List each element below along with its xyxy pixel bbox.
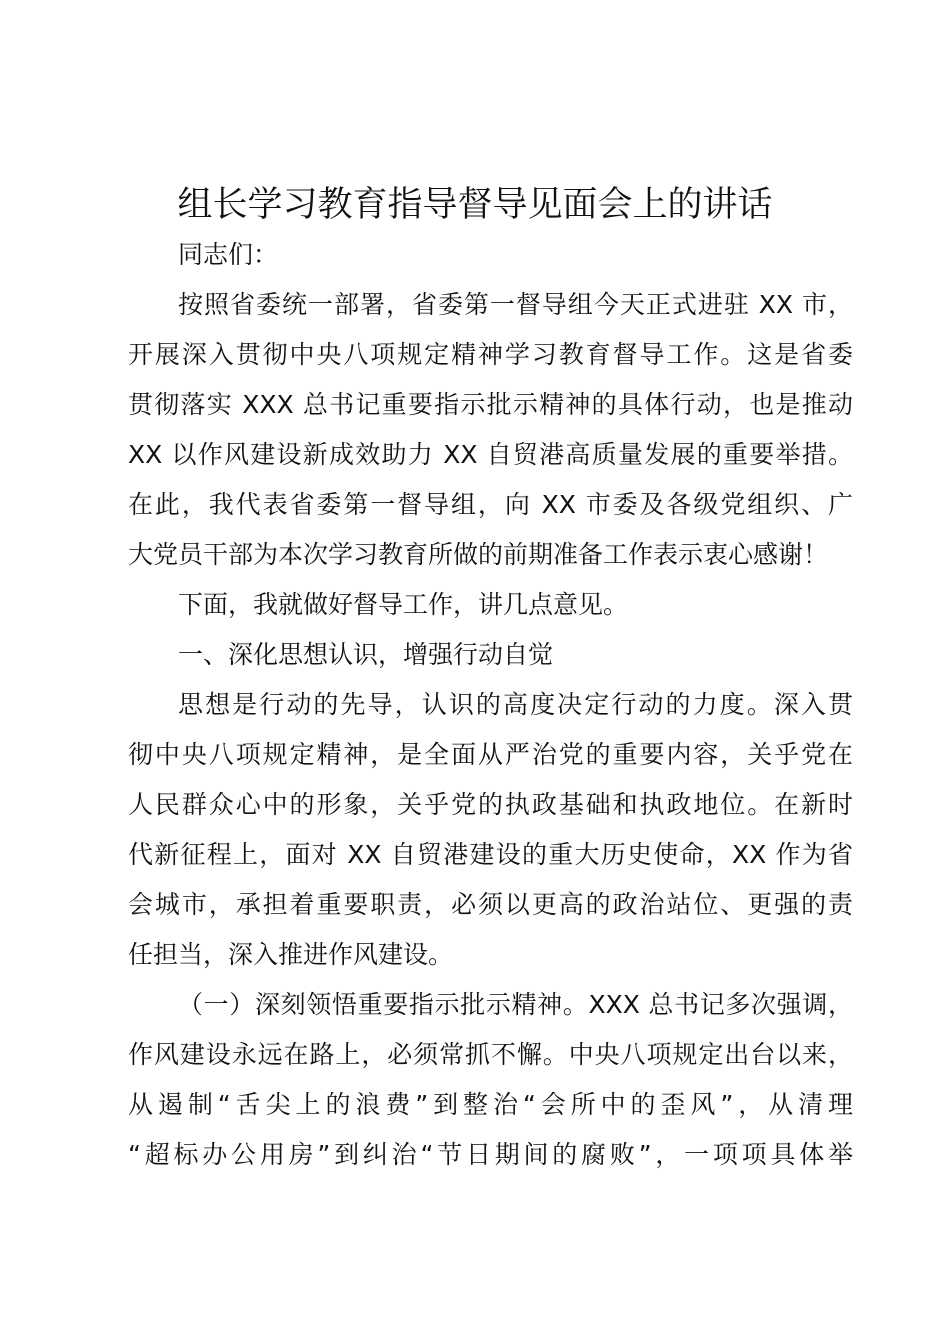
paragraph-line: XX 以作风建设新成效助力 XX 自贸港高质量发展的重要举措。 <box>128 440 853 469</box>
paragraph-line: 从遏制“舌尖上的浪费”到整治“会所中的歪风”，从清理 <box>128 1090 853 1119</box>
paragraph-line: 作风建设永远在路上，必须常抓不懈。中央八项规定出台以来， <box>128 1040 853 1069</box>
salutation: 同志们： <box>178 240 279 269</box>
paragraph-line: 思想是行动的先导，认识的高度决定行动的力度。深入贯 <box>178 690 853 719</box>
paragraph-line: 贯彻落实 XXX 总书记重要指示批示精神的具体行动，也是推动 <box>128 390 853 419</box>
paragraph-line: 会城市，承担着重要职责，必须以更高的政治站位、更强的责 <box>128 890 853 919</box>
document-title: 组长学习教育指导督导见面会上的讲话 <box>177 185 773 225</box>
paragraph-line: 开展深入贯彻中央八项规定精神学习教育督导工作。这是省委 <box>128 340 853 369</box>
section-heading: 一、深化思想认识，增强行动自觉 <box>178 640 554 669</box>
paragraph-line: 彻中央八项规定精神，是全面从严治党的重要内容，关乎党在 <box>128 740 853 769</box>
paragraph-line: 按照省委统一部署，省委第一督导组今天正式进驻 XX 市， <box>178 290 853 319</box>
paragraph-line: 大党员干部为本次学习教育所做的前期准备工作表示衷心感谢！ <box>128 540 829 569</box>
paragraph-line: 代新征程上，面对 XX 自贸港建设的重大历史使命，XX 作为省 <box>128 840 853 869</box>
paragraph-line: “超标办公用房”到纠治“节日期间的腐败”，一项项具体举 <box>128 1140 853 1169</box>
paragraph-line: 人民群众心中的形象，关乎党的执政基础和执政地位。在新时 <box>128 790 853 819</box>
paragraph-line: 任担当，深入推进作风建设。 <box>128 940 454 969</box>
paragraph-line: 下面，我就做好督导工作，讲几点意见。 <box>178 590 629 619</box>
paragraph-line: 在此，我代表省委第一督导组，向 XX 市委及各级党组织、广 <box>128 490 853 519</box>
subsection-line: （一）深刻领悟重要指示批示精神。XXX 总书记多次强调， <box>178 990 853 1019</box>
